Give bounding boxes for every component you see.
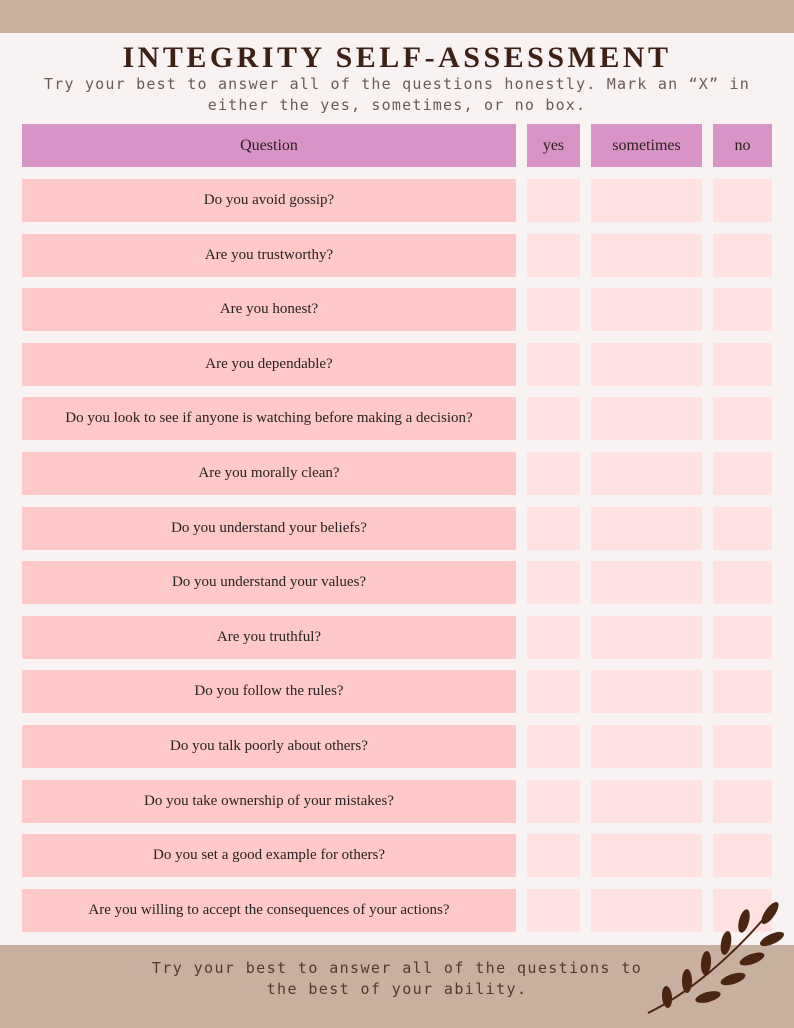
header-sometimes: sometimes [591, 124, 702, 167]
answer-no-box[interactable] [713, 452, 772, 495]
page-title: INTEGRITY SELF-ASSESSMENT [122, 41, 672, 74]
answer-sometimes-box[interactable] [591, 452, 702, 495]
question-cell: Are you dependable? [22, 343, 516, 386]
answer-sometimes-box[interactable] [591, 670, 702, 713]
answer-no-box[interactable] [713, 670, 772, 713]
answer-yes-box[interactable] [527, 725, 580, 768]
question-cell: Do you follow the rules? [22, 670, 516, 713]
answer-yes-box[interactable] [527, 507, 580, 550]
answer-yes-box[interactable] [527, 343, 580, 386]
answer-sometimes-box[interactable] [591, 780, 702, 823]
answer-yes-box[interactable] [527, 234, 580, 277]
answer-sometimes-box[interactable] [591, 179, 702, 222]
answer-yes-box[interactable] [527, 889, 580, 932]
header-question: Question [22, 124, 516, 167]
answer-sometimes-box[interactable] [591, 343, 702, 386]
question-cell: Are you morally clean? [22, 452, 516, 495]
answer-sometimes-box[interactable] [591, 507, 702, 550]
answer-yes-box[interactable] [527, 452, 580, 495]
answer-no-box[interactable] [713, 343, 772, 386]
answer-yes-box[interactable] [527, 834, 580, 877]
answer-no-box[interactable] [713, 616, 772, 659]
answer-sometimes-box[interactable] [591, 397, 702, 440]
instructions-text: Try your best to answer all of the questions honestly. Mark an “X” in either the yes, sometimes, or no box. [44, 75, 750, 114]
question-cell: Do you look to see if anyone is watching before making a decision? [22, 397, 516, 440]
answer-yes-box[interactable] [527, 670, 580, 713]
question-cell: Do you avoid gossip? [22, 179, 516, 222]
answer-no-box[interactable] [713, 780, 772, 823]
question-cell: Do you set a good example for others? [22, 834, 516, 877]
question-cell: Are you willing to accept the consequences of your actions? [22, 889, 516, 932]
answer-sometimes-box[interactable] [591, 234, 702, 277]
answer-yes-box[interactable] [527, 179, 580, 222]
question-cell: Are you trustworthy? [22, 234, 516, 277]
question-cell: Do you talk poorly about others? [22, 725, 516, 768]
header-yes: yes [527, 124, 580, 167]
top-band [0, 0, 794, 33]
answer-sometimes-box[interactable] [591, 616, 702, 659]
question-cell: Do you take ownership of your mistakes? [22, 780, 516, 823]
answer-no-box[interactable] [713, 561, 772, 604]
question-cell: Do you understand your beliefs? [22, 507, 516, 550]
answer-no-box[interactable] [713, 179, 772, 222]
question-cell: Are you honest? [22, 288, 516, 331]
answer-no-box[interactable] [713, 507, 772, 550]
answer-no-box[interactable] [713, 834, 772, 877]
answer-sometimes-box[interactable] [591, 561, 702, 604]
leaf-branch-icon [640, 895, 790, 1025]
answer-sometimes-box[interactable] [591, 288, 702, 331]
answer-yes-box[interactable] [527, 780, 580, 823]
answer-sometimes-box[interactable] [591, 834, 702, 877]
answer-yes-box[interactable] [527, 616, 580, 659]
answer-sometimes-box[interactable] [591, 725, 702, 768]
header-no: no [713, 124, 772, 167]
answer-no-box[interactable] [713, 397, 772, 440]
question-cell: Are you truthful? [22, 616, 516, 659]
answer-no-box[interactable] [713, 234, 772, 277]
answer-yes-box[interactable] [527, 288, 580, 331]
footer-text: Try your best to answer all of the questions to the best of your ability. [151, 959, 643, 998]
answer-yes-box[interactable] [527, 561, 580, 604]
answer-no-box[interactable] [713, 725, 772, 768]
answer-no-box[interactable] [713, 288, 772, 331]
answer-yes-box[interactable] [527, 397, 580, 440]
question-cell: Do you understand your values? [22, 561, 516, 604]
